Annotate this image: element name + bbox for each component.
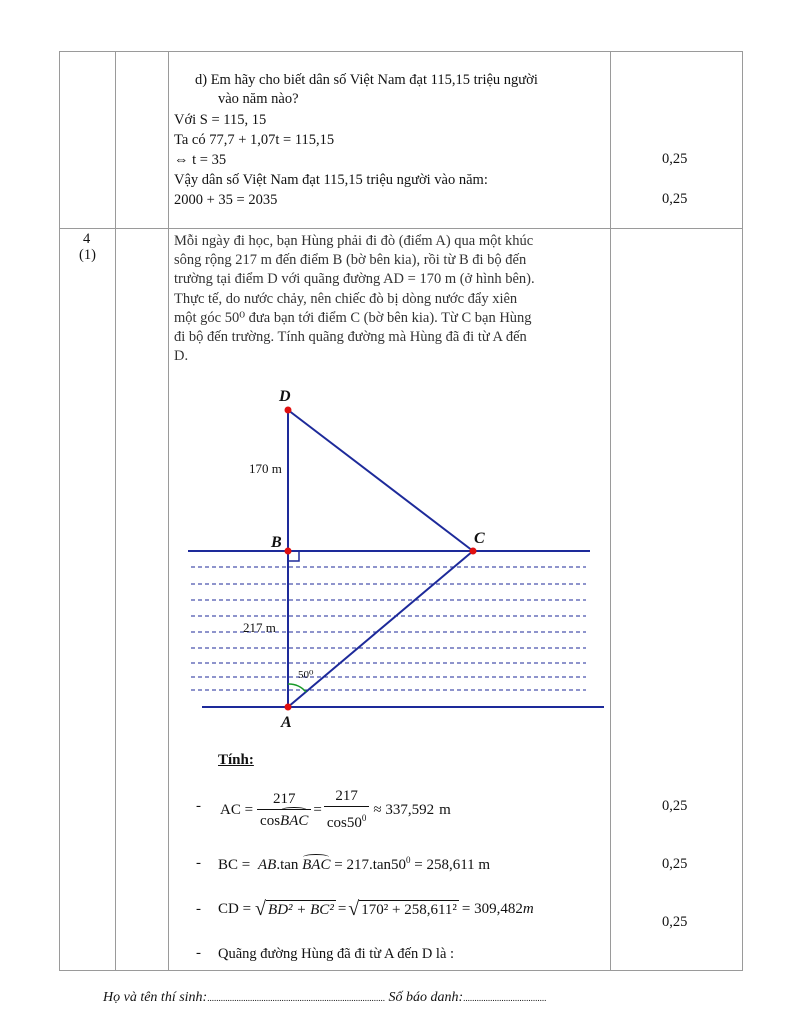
question-d-line2: vào năm nào? [218, 91, 299, 107]
cos50-label: cos50 [326, 815, 362, 831]
bullet-ac: - [196, 798, 201, 814]
point-C [470, 548, 477, 555]
candidate-number-dots: ..................................... [463, 993, 547, 1003]
line-equation: Ta có 77,7 + 1,07t = 115,15 [174, 132, 335, 148]
label-C: C [474, 530, 485, 547]
formula-cd [218, 898, 534, 921]
bc-lhs: BC = [218, 857, 251, 873]
problem-line: Thực tế, do nước chảy, nên chiếc đò bị dòng nước đẩy xiên [174, 290, 518, 307]
calc-heading: Tính: [218, 752, 254, 768]
candidate-number-label: Số báo danh: [388, 990, 464, 1005]
problem-line: D. [174, 348, 189, 365]
score-cd: 0,25 [662, 914, 688, 930]
line-year: 2000 + 35 = 2035 [174, 192, 278, 208]
segment-DC [288, 410, 473, 551]
problem-line: đi bộ đến trường. Tính quãng đường mà Hùng đã đi từ A đến [174, 329, 527, 346]
problem-line: trường tại điểm D với quãng đường AD = 170 m (ở hình bên). [174, 271, 535, 288]
bc-sup: 0 [406, 855, 411, 865]
formula-bc [218, 855, 490, 874]
degree-sup: 0 [361, 813, 367, 823]
candidate-name-dots: ............................................................................... [207, 993, 385, 1003]
cos-label: cos [260, 812, 281, 829]
ac-eq: = [313, 801, 322, 818]
cd-unit: m [522, 901, 534, 917]
question-points: (1) [79, 247, 96, 263]
ac-lhs: AC = [220, 801, 254, 818]
formula-ac [220, 786, 451, 834]
ac-result: ≈ 337,592 [373, 801, 435, 818]
bullet-bc: - [196, 855, 201, 871]
score-ac: 0,25 [662, 798, 688, 814]
label-217m: 217 m [243, 620, 276, 635]
cd-eq: = [337, 901, 347, 917]
question-d-line1: d) Em hãy cho biết dân số Việt Nam đạt 115,15 triệu người [195, 72, 538, 88]
bc-angle: BAC [302, 857, 331, 873]
angle-arc [288, 684, 306, 692]
bullet-cd: - [196, 901, 201, 917]
score-bc: 0,25 [662, 856, 688, 872]
sqrt-symbol-1: √ [255, 898, 267, 920]
line-conclusion: Vậy dân số Việt Nam đạt 115,15 triệu người vào năm: [174, 172, 488, 188]
problem-line: Mỗi ngày đi học, bạn Hùng phải đi đò (điểm A) qua một khúc [174, 233, 534, 249]
point-A [285, 704, 292, 711]
line-solve: ⇔ t = 35 [174, 152, 227, 168]
angle-bac: BAC [280, 810, 308, 832]
line-with: Với S = 115, 15 [174, 112, 267, 128]
cd-root-2: 170² + 258,611² [361, 902, 457, 918]
bc-tan: .tan [276, 857, 299, 873]
candidate-name-label: Họ và tên thí sinh: [103, 990, 208, 1005]
ac-num-1: 217 [257, 789, 311, 810]
bc-rest2: = 258,611 m [414, 857, 491, 873]
label-A: A [281, 714, 292, 731]
label-angle: 50⁰ [298, 669, 314, 681]
problem-line: một góc 50⁰ đưa bạn tới điểm C (bờ bên kia). Từ C bạn Hùng [174, 309, 532, 326]
score-d-1: 0,25 [662, 151, 688, 167]
last-line: Quãng đường Hùng đã đi từ A đến D là : [218, 946, 455, 962]
ac-frac-2 [324, 786, 370, 834]
label-170m: 170 m [249, 461, 282, 476]
ac-frac-1 [257, 789, 311, 832]
label-D: D [279, 388, 291, 405]
segment-AC [288, 551, 473, 707]
ac-num-2: 217 [324, 786, 370, 807]
bullet-last: - [196, 945, 201, 961]
cd-root-1: BD² + BC² [268, 902, 334, 918]
bc-rest1: = 217.tan50 [334, 857, 407, 873]
ac-unit: m [439, 801, 451, 818]
sqrt-symbol-2: √ [348, 898, 360, 920]
ac-den-1 [257, 810, 311, 832]
footer [103, 990, 546, 1006]
ac-den-2 [324, 807, 370, 834]
point-D [285, 407, 292, 414]
cd-result: = 309,482 [461, 901, 523, 917]
cd-lhs: CD = [218, 901, 252, 917]
problem-line: sông rộng 217 m đến điểm B (bờ bên kia), rồi từ B đi bộ đến [174, 252, 527, 269]
score-d-2: 0,25 [662, 191, 688, 207]
question-number: 4 [83, 231, 91, 247]
point-B [285, 548, 292, 555]
label-B: B [271, 534, 282, 551]
bc-ab: AB [257, 857, 277, 873]
